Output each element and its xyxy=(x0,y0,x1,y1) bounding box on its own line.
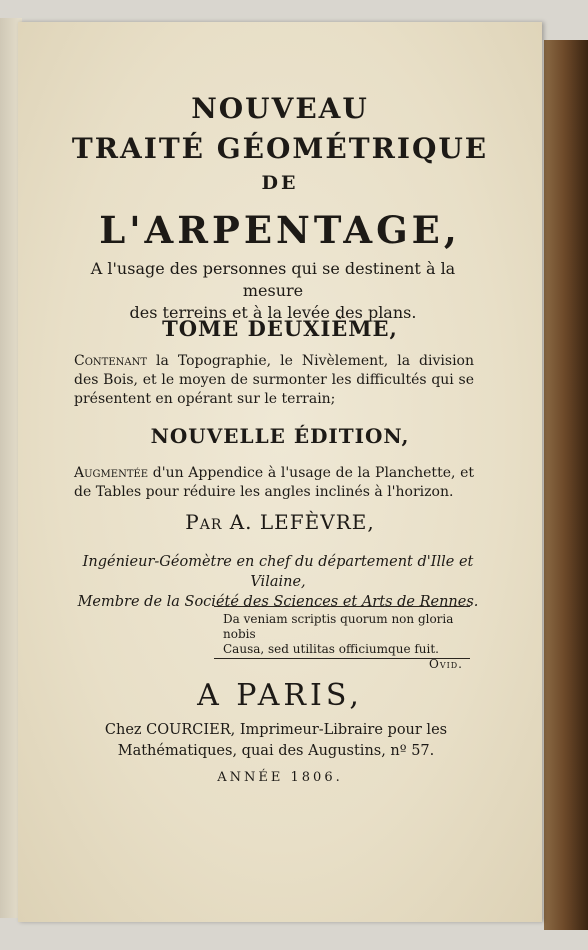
augmented-text: d'un Appendice à l'usage de la Planchette, et de Tables pour réduire les angles inclinés à l'horizon. xyxy=(74,465,474,500)
book-spine xyxy=(544,40,588,930)
contents-lead: Contenant xyxy=(74,353,148,369)
augmented-paragraph xyxy=(74,464,474,502)
contents-text: la Topographie, le Nivèlement, la division des Bois, et le moyen de surmonter les difficultés qui se présentent en opérant sur le terrain; xyxy=(74,353,474,407)
subtitle-line-1: A l'usage des personnes qui se destinent à la mesure xyxy=(90,259,456,300)
epigraph-line-1: Da veniam scriptis quorum non gloria nobis xyxy=(223,612,454,641)
quote-rule-bottom xyxy=(214,658,470,659)
augmented-lead: Augmentée xyxy=(74,465,149,481)
imprint-publisher: Chez COURCIER, Imprimeur-Libraire pour les Mathématiques, quai des Augustins, nº 57. xyxy=(104,722,448,759)
author-line xyxy=(18,510,542,534)
quote-rule-top xyxy=(214,606,470,607)
epigraph xyxy=(223,612,463,672)
title-page xyxy=(18,22,542,922)
edition-label: NOUVELLE ÉDITION, xyxy=(150,424,410,448)
author-titles xyxy=(58,552,498,612)
subtitle xyxy=(68,258,478,324)
epigraph-line-2: Causa, sed utilitas officiumque fuit. xyxy=(223,642,439,656)
title-line-1: NOUVEAU xyxy=(191,92,369,125)
author-name: A. LEFÈVRE, xyxy=(222,510,375,534)
subtitle-line-2: des terreins et à la levée des plans. xyxy=(129,303,417,322)
title-line-3: DE xyxy=(261,172,299,194)
author-title-2: Membre de la Société des Sciences et Arts de Rennes. xyxy=(77,594,479,610)
author-par: Par xyxy=(185,510,223,534)
contents-paragraph xyxy=(74,352,474,409)
imprint-year: ANNÉE 1806. xyxy=(217,770,343,785)
volume-label: TOME DEUXIÈME, xyxy=(162,316,398,341)
title-line-4: L'ARPENTAGE, xyxy=(99,208,461,252)
author-title-1: Ingénieur-Géomètre en chef du département d'Ille et Vilaine, xyxy=(82,554,474,590)
epigraph-author: Ovid. xyxy=(428,657,463,671)
title-line-2: TRAITÉ GÉOMÉTRIQUE xyxy=(71,132,489,165)
imprint-city: A PARIS, xyxy=(197,678,363,713)
